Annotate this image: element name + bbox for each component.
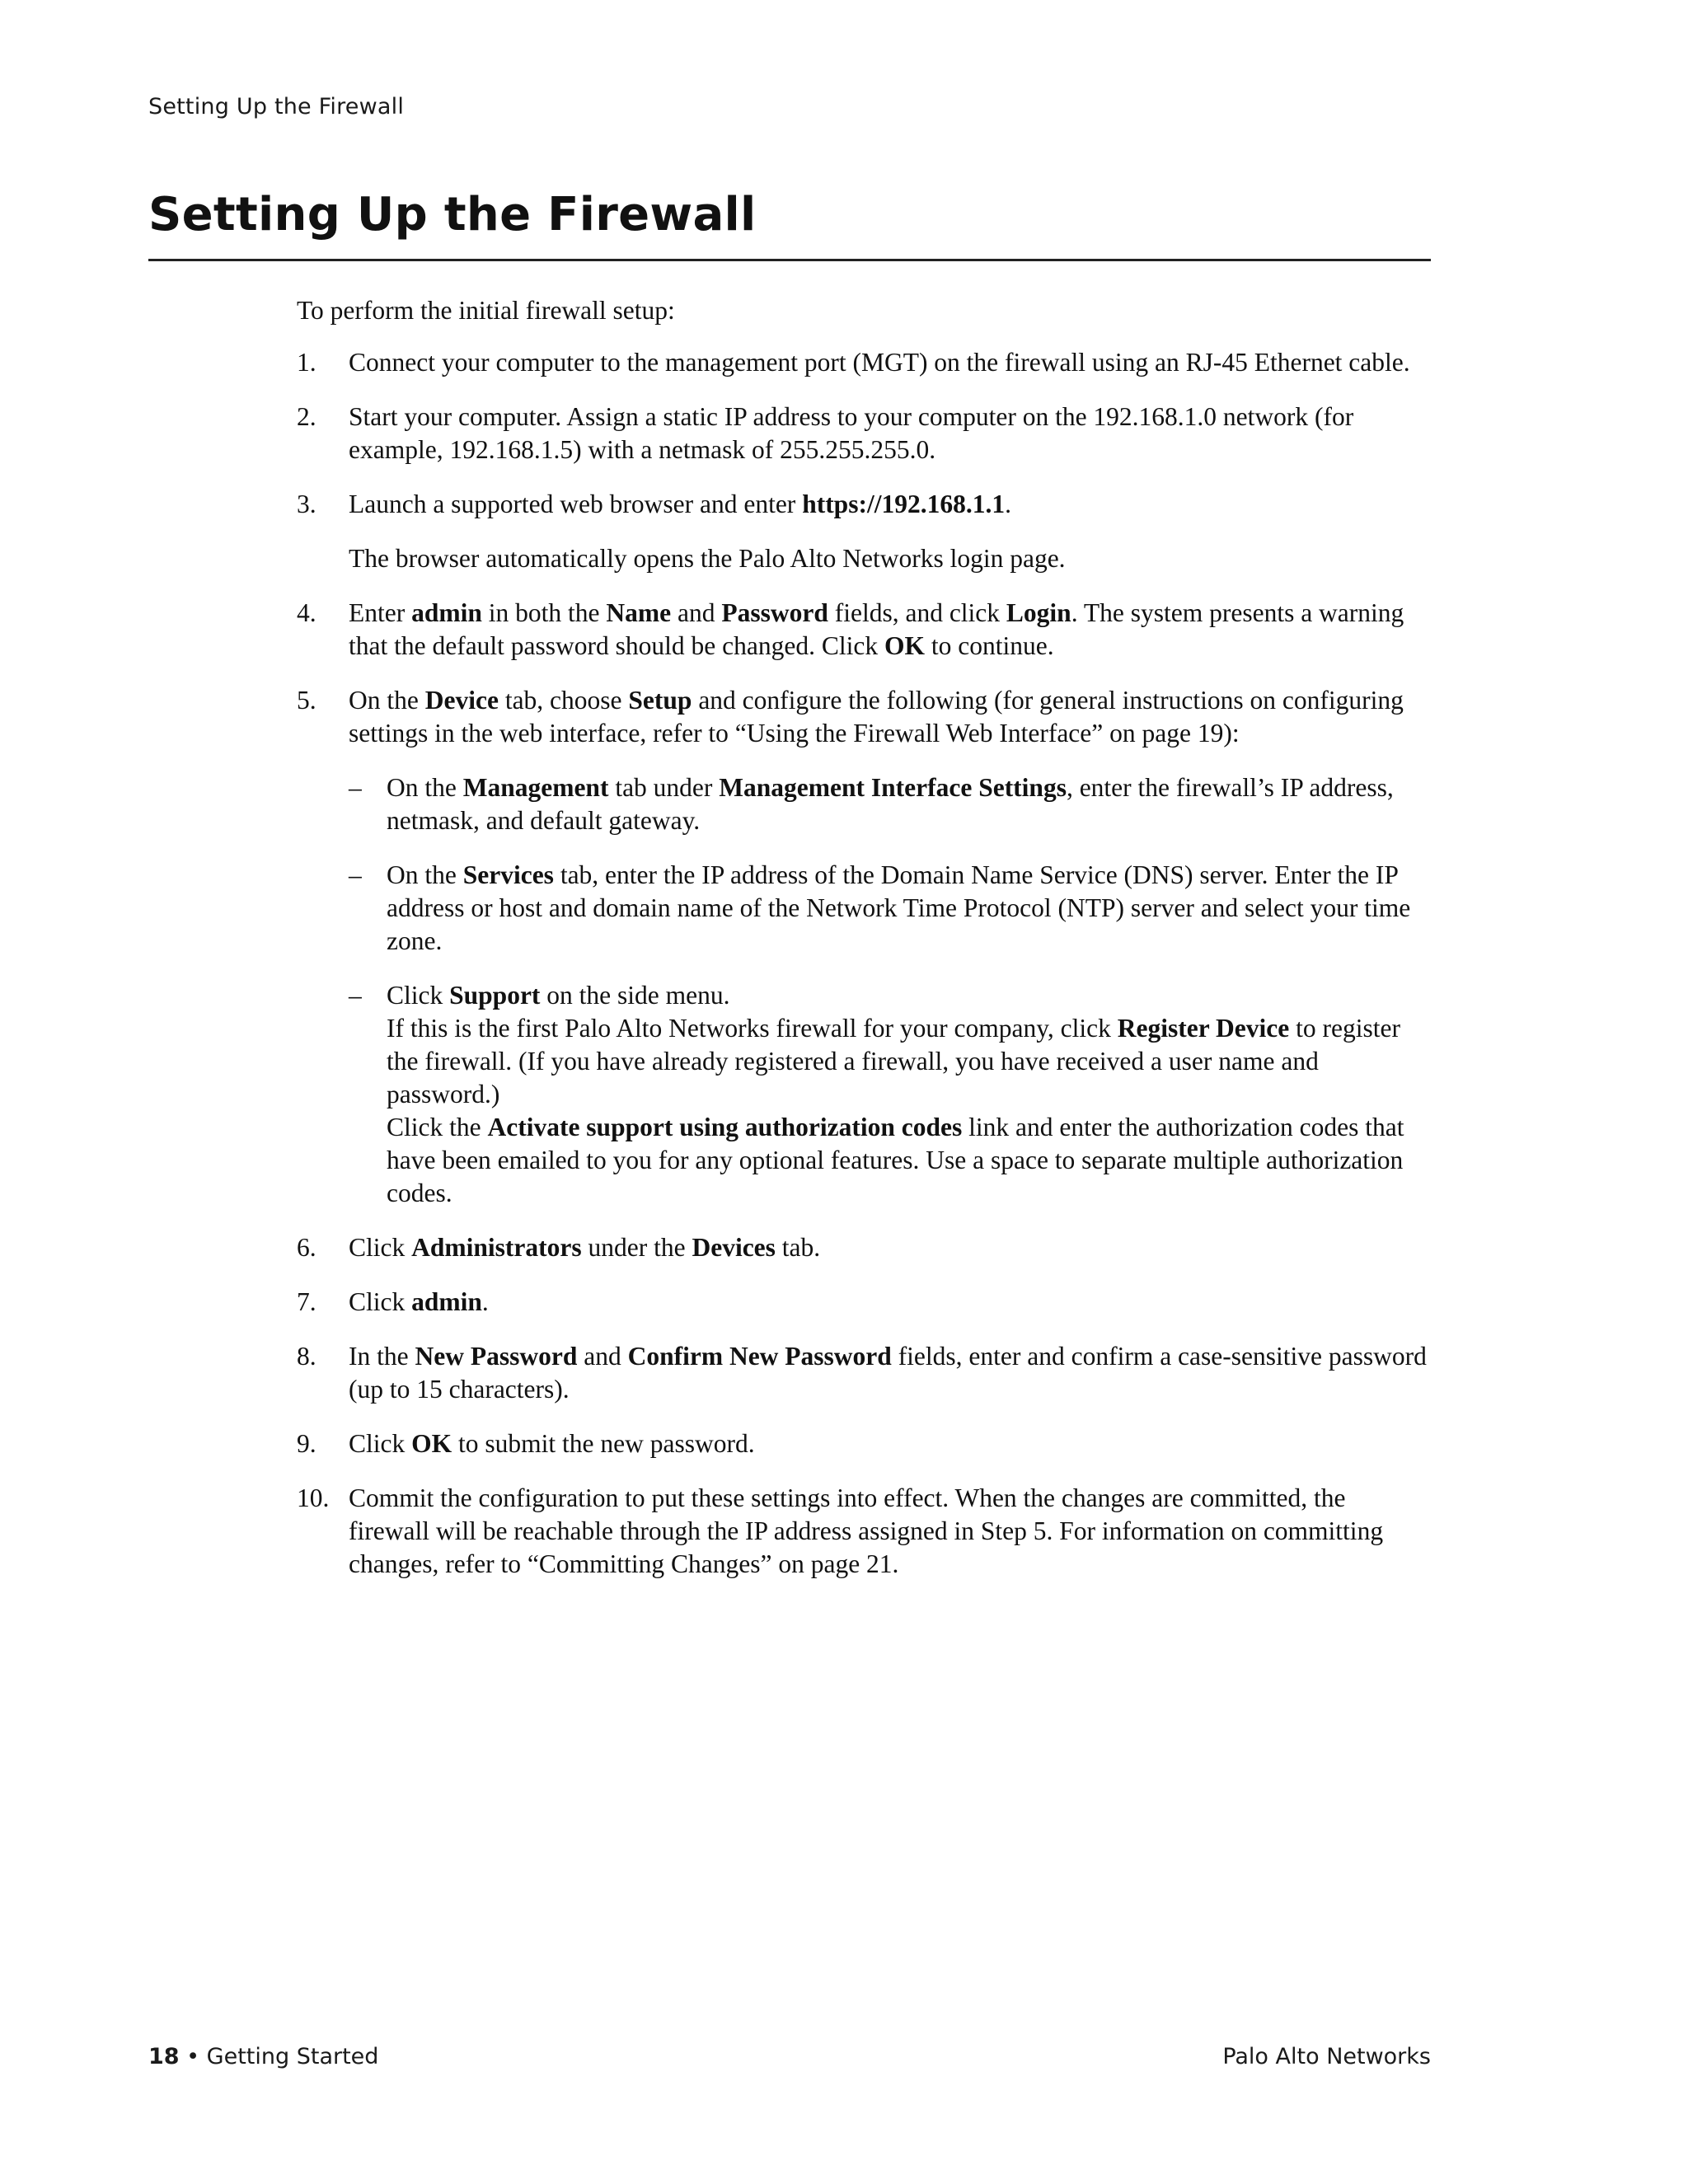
step-6 <box>297 1231 1431 1264</box>
footer-bullet: • <box>179 2044 207 2069</box>
step-number: 7. <box>297 1287 316 1316</box>
footer-company: Palo Alto Networks <box>1222 2044 1431 2069</box>
step-3 <box>297 488 1431 575</box>
step-text: Click admin. <box>349 1287 489 1316</box>
sub-item-text-activate: Click the Activate support using authorization codes link and enter the authorization codes that have been emailed to you for any optional features. Use a space to separate multiple authorization codes. <box>387 1113 1404 1207</box>
step-2 <box>297 401 1431 466</box>
step-number: 10. <box>297 1483 330 1512</box>
step-number: 8. <box>297 1342 316 1371</box>
step-8 <box>297 1340 1431 1406</box>
sub-item-text: On the Services tab, enter the IP address of the Domain Name Service (DNS) server. Enter the IP address or host and domain name of the Network Time Protocol (NTP) server and select your time zone. <box>387 860 1411 955</box>
dash-marker: – <box>349 860 362 889</box>
dash-marker: – <box>349 773 362 802</box>
sub-item-services <box>349 859 1431 958</box>
sub-item-text: On the Management tab under Management Interface Settings, enter the firewall’s IP address, netmask, and default gateway. <box>387 773 1394 835</box>
step-text: In the New Password and Confirm New Password fields, enter and confirm a case-sensitive password (up to 15 characters). <box>349 1342 1427 1404</box>
footer-page-info <box>148 2044 378 2069</box>
sub-item-support <box>349 979 1431 1210</box>
url-text: https://192.168.1.1 <box>802 490 1006 518</box>
body-content <box>297 294 1431 1602</box>
title-block <box>148 186 1431 244</box>
step-text: Start your computer. Assign a static IP address to your computer on the 192.168.1.0 network (for example, 192.168.1.5) with a netmask of 255.255.255.0. <box>349 402 1354 464</box>
step-number: 2. <box>297 402 316 431</box>
step-number: 3. <box>297 490 316 518</box>
step-number: 1. <box>297 348 316 377</box>
step-text: Connect your computer to the management port (MGT) on the firewall using an RJ-45 Ethernet cable. <box>349 348 1410 377</box>
step-text: Click OK to submit the new password. <box>349 1429 755 1458</box>
page-number: 18 <box>148 2044 180 2069</box>
step-7 <box>297 1286 1431 1319</box>
step-9 <box>297 1427 1431 1460</box>
step-text: Enter admin in both the Name and Password fields, and click Login. The system presents a warning that the default password should be changed. Click OK to continue. <box>349 598 1404 660</box>
title-divider <box>148 259 1431 261</box>
running-header: Setting Up the Firewall <box>148 94 405 120</box>
step-4 <box>297 597 1431 663</box>
step-text: Commit the configuration to put these settings into effect. When the changes are committed, the firewall will be reachable through the IP address assigned in Step 5. For information on committing changes, refer to “Committing Changes” on page 21. <box>349 1483 1384 1578</box>
footer-section: Getting Started <box>206 2044 379 2069</box>
step-number: 6. <box>297 1233 316 1262</box>
sub-item-text-register: If this is the first Palo Alto Networks firewall for your company, click Register Device to register the firewall. (If you have already registered a firewall, you have received a user name and password.) <box>387 1014 1400 1108</box>
step-note: The browser automatically opens the Palo Alto Networks login page. <box>349 544 1066 573</box>
step-text: On the Device tab, choose Setup and configure the following (for general instructions on configuring settings in the web interface, refer to “Using the Firewall Web Interface” on page 19): <box>349 686 1404 748</box>
step-number: 4. <box>297 598 316 627</box>
dash-marker: – <box>349 981 362 1010</box>
intro-text: To perform the initial firewall setup: <box>297 296 675 325</box>
step-number: 5. <box>297 686 316 715</box>
step-text: Launch a supported web browser and enter https://192.168.1.1. <box>349 490 1011 518</box>
step-5 <box>297 684 1431 1210</box>
step-1 <box>297 346 1431 379</box>
step-text: Click Administrators under the Devices tab. <box>349 1233 821 1262</box>
step-5-sublist <box>349 771 1431 1210</box>
step-10 <box>297 1482 1431 1581</box>
setup-steps-list <box>297 346 1431 1581</box>
step-number: 9. <box>297 1429 316 1458</box>
page-title: Setting Up the Firewall <box>148 188 757 241</box>
sub-item-management <box>349 771 1431 837</box>
sub-item-text: Click Support on the side menu. <box>387 981 730 1010</box>
